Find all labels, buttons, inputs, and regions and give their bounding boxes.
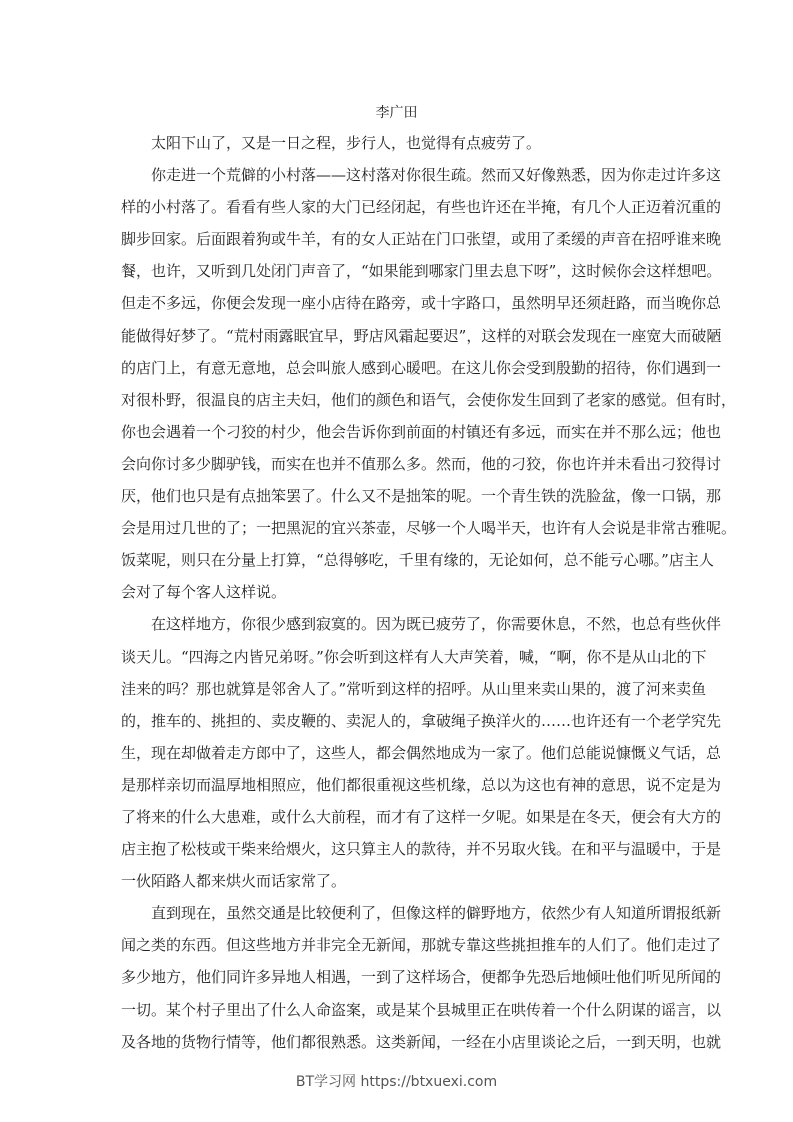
paragraph-line: 生，现在却做着走方郎中了，这些人，都会偶然地成为一家了。他们总能说慷慨义气话，总 (121, 743, 722, 762)
paragraph-line: 对很朴野，很温良的店主夫妇，他们的颜色和语气，会使你发生回到了老家的感觉。但有时， (121, 390, 737, 409)
paragraph-line: 在这样地方，你很少感到寂寞的。因为既已疲劳了，你需要休息，不然，也总有些伙伴 (151, 615, 722, 634)
paragraph-line: 直到现在，虽然交通是比较便利了，但像这样的僻野地方，依然少有人知道所谓报纸新 (151, 904, 722, 923)
article-body (121, 132, 737, 1063)
paragraph-line: 脚步回家。后面跟着狗或牛羊，有的女人正站在门口张望，或用了柔缓的声音在招呼谁来晚 (121, 230, 722, 249)
paragraph-line: 你也会遇着一个刁狡的村少，他会告诉你到前面的村镇还有多远，而实在并不那么远；他也 (121, 422, 722, 441)
paragraph-line: 样的小村落了。看看有些人家的大门已经闭起，有些也许还在半掩，有几个人正迈着沉重的 (121, 198, 722, 217)
paragraph-line: 谈天儿。“四海之内皆兄弟呀。”你会听到这样有人大声笑着，喊，“啊，你不是从山北的下 (121, 647, 707, 666)
paragraph-line: 但走不多远，你便会发现一座小店待在路旁，或十字路口，虽然明早还须赶路，而当晚你总 (121, 294, 722, 313)
paragraph-line: 会向你讨多少脚驴钱，而实在也并不值那么多。然而，他的刁狡，你也许并未看出刁狡得讨 (121, 454, 722, 473)
paragraph-line: 会对了每个客人这样说。 (121, 583, 287, 602)
paragraph-line: 一切。某个村子里出了什么人命盗案，或是某个县城里正在哄传着一个什么阴谋的谣言，以 (121, 1000, 722, 1019)
paragraph-line: 厌，他们也只是有点拙笨罢了。什么又不是拙笨的呢。一个青生铁的洗脸盆，像一口锅，那 (121, 487, 722, 506)
paragraph-line: 多少地方，他们同许多异地人相遇，一到了这样场合，便都争先恐后地倾吐他们听见所闻的 (121, 968, 722, 987)
paragraph-line: 饭菜呢，则只在分量上打算，“总得够吃，千里有缘的，无论如何，总不能亏心哪。”店主人 (121, 551, 714, 570)
paragraph-line: 是那样亲切而温厚地相照应，他们都很重视这些机缘，总以为这也有神的意思，说不定是为 (121, 775, 722, 794)
paragraph-line: 能做得好梦了。“荒村雨露眠宜早，野店风霜起要迟”，这样的对联会发现在一座宽大而破陋 (121, 326, 722, 345)
author-name: 李广田 (375, 105, 418, 121)
paragraph-line: 的店门上，有意无意地，总会叫旅人感到心暖吧。在这儿你会受到殷勤的招待，你们遇到一 (121, 358, 722, 377)
paragraph-line: 及各地的货物行情等，他们都很熟悉。这类新闻，一经在小店里谈论之后，一到天明，也就 (121, 1032, 722, 1051)
paragraph-line: 洼来的吗？那也就算是邻舍人了。”常听到这样的招呼。从山里来卖山果的，渡了河来卖鱼 (121, 679, 707, 698)
paragraph-line: 了将来的什么大患难，或什么大前程，而才有了这样一夕呢。如果是在冬天，便会有大方的 (121, 807, 722, 826)
paragraph-line: 太阳下山了，又是一日之程，步行人，也觉得有点疲劳了。 (151, 134, 542, 152)
paragraph-line: 会是用过几世的了；一把黑泥的宜兴茶壶，尽够一个人喝半天，也许有人会说是非常古雅呢。 (121, 519, 737, 538)
paragraph-line: 闻之类的东西。但这些地方并非完全无新闻，那就专靠这些挑担推车的人们了。他们走过了 (121, 936, 722, 955)
paragraph-line: 一伙陌路人都来烘火而话家常了。 (121, 872, 347, 891)
paragraph-line: 餐，也许，又听到几处闭门声音了，“如果能到哪家门里去息下呀”，这时候你会这样想吧。 (121, 262, 722, 281)
paragraph-line: 你走进一个荒僻的小村落——这村落对你很生疏。然而又好像熟悉，因为你走过许多这 (151, 166, 722, 185)
paragraph-line: 店主抱了松枝或干柴来给煨火，这只算主人的款待，并不另取火钱。在和平与温暖中，于是 (121, 840, 722, 859)
paragraph-line: 的，推车的、挑担的、卖皮鞭的、卖泥人的，拿破绳子换洋火的……也许还有一个老学究先 (121, 711, 722, 730)
footer-watermark: BT学习网 https://btxuexi.com (295, 1074, 498, 1090)
